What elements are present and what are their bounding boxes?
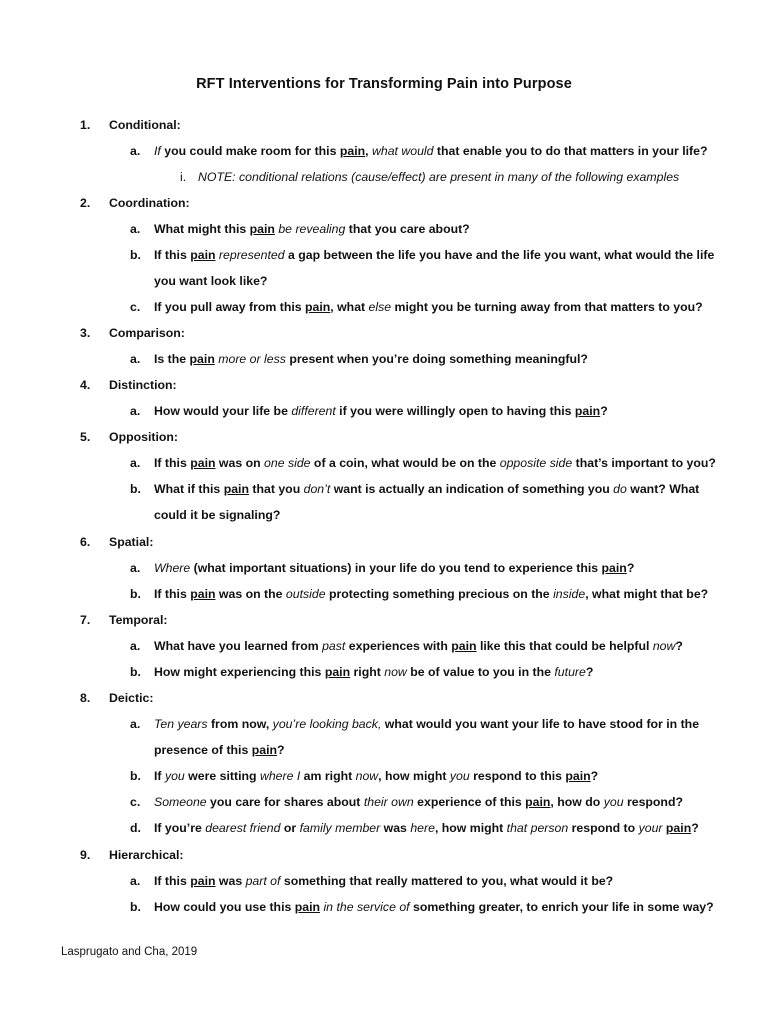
question-text: respond? [623, 795, 683, 809]
section-heading [80, 430, 178, 444]
question-item [130, 665, 593, 679]
emphasis-text: past [322, 639, 346, 653]
emphasis-text: Someone [154, 795, 207, 809]
emphasis-text: one side [264, 456, 311, 470]
emphasis-text: you [449, 769, 470, 783]
section-heading [80, 196, 190, 210]
question-text: was on [215, 456, 265, 470]
section-number: 3. [80, 326, 91, 340]
question-text: was [380, 821, 411, 835]
keyword-pain: pain [339, 144, 366, 158]
emphasis-text: don’t [303, 482, 331, 496]
question-text: that’s important to you? [572, 456, 716, 470]
question-text: that you care about? [345, 222, 470, 236]
section-number: 4. [80, 378, 91, 392]
question-text: what would you want your life to have stood for in the [381, 717, 700, 731]
section-heading [80, 378, 177, 392]
item-label: b. [130, 482, 141, 496]
question-text: want is actually an indication of something you [330, 482, 614, 496]
question-text: , what might that be? [585, 587, 709, 601]
section-name: Spatial: [109, 535, 154, 549]
question-text: How could you use this [154, 900, 295, 914]
emphasis-text: you’re looking back, [272, 717, 382, 731]
item-label: a. [130, 639, 141, 653]
item-label: a. [130, 144, 141, 158]
question-text: might you be turning away from that matters to you? [391, 300, 703, 314]
question-text: from now, [207, 717, 273, 731]
emphasis-text: future [554, 665, 586, 679]
emphasis-text: now [652, 639, 676, 653]
emphasis-text: that person [506, 821, 569, 835]
section-name: Deictic: [109, 691, 154, 705]
footer-citation: Lasprugato and Cha, 2019 [61, 946, 198, 958]
question-text: was [215, 874, 246, 888]
note-text: NOTE: conditional relations (cause/effect) are present in many of the following examples [198, 170, 680, 184]
question-text: If you pull away from this [154, 300, 305, 314]
section-heading [80, 535, 153, 549]
emphasis-text: be revealing [278, 222, 346, 236]
section-number: 7. [80, 613, 91, 627]
question-text: protecting something precious on the [325, 587, 554, 601]
item-label: b. [130, 900, 141, 914]
question-text: respond to this [469, 769, 566, 783]
question-text: ? [691, 821, 699, 835]
section-number: 1. [80, 118, 91, 132]
question-item [130, 900, 714, 914]
question-item [130, 456, 716, 470]
question-text: ? [626, 561, 635, 575]
question-text: of a coin, what would be on the [310, 456, 500, 470]
note-item [180, 170, 679, 184]
question-text: ? [590, 769, 599, 783]
question-text: or [280, 821, 300, 835]
question-text: ? [585, 665, 594, 679]
section-heading [80, 848, 184, 862]
question-item [130, 300, 703, 314]
keyword-pain: pain [251, 743, 278, 757]
question-item-continued [154, 508, 280, 522]
question-item-continued [154, 743, 285, 757]
question-text: What if this [154, 482, 224, 496]
question-item-continued [154, 274, 267, 288]
emphasis-text: family member [299, 821, 381, 835]
keyword-pain: pain [190, 456, 216, 470]
question-text: am right [300, 769, 356, 783]
emphasis-text: what would [371, 144, 434, 158]
question-item [130, 561, 634, 575]
question-item [130, 874, 613, 888]
keyword-pain: pain [565, 769, 591, 783]
keyword-pain: pain [525, 795, 551, 809]
question-text: you care for shares about [206, 795, 364, 809]
item-label: c. [130, 795, 141, 809]
section-heading [80, 613, 168, 627]
emphasis-text: inside [553, 587, 586, 601]
emphasis-text: where I [259, 769, 301, 783]
question-text: , [365, 144, 372, 158]
item-label: d. [130, 821, 141, 835]
section-name: Comparison: [109, 326, 185, 340]
section-number: 5. [80, 430, 91, 444]
item-label: a. [130, 222, 141, 236]
question-text: if you were willingly open to having this [335, 404, 575, 418]
keyword-pain: pain [249, 222, 275, 236]
emphasis-text: different [291, 404, 336, 418]
question-text: , what [330, 300, 369, 314]
emphasis-text: else [368, 300, 392, 314]
question-text: How would your life be [154, 404, 292, 418]
question-item [130, 769, 598, 783]
item-label: b. [130, 769, 141, 783]
question-text: were sitting [184, 769, 260, 783]
keyword-pain: pain [190, 874, 216, 888]
emphasis-text: you [164, 769, 185, 783]
keyword-pain: pain [451, 639, 477, 653]
question-item [130, 795, 683, 809]
question-text: respond to [568, 821, 639, 835]
question-item [130, 821, 699, 835]
item-label: a. [130, 352, 141, 366]
keyword-pain: pain [190, 587, 216, 601]
item-label: a. [130, 404, 141, 418]
keyword-pain: pain [190, 248, 216, 262]
question-text: could it be signaling? [154, 508, 281, 522]
question-text: you could make room for this [160, 144, 340, 158]
question-text: right [350, 665, 385, 679]
question-text: that you [248, 482, 304, 496]
question-item [130, 248, 714, 262]
question-text: If this [154, 587, 191, 601]
question-item [130, 639, 683, 653]
keyword-pain: pain [294, 900, 321, 914]
keyword-pain: pain [665, 821, 692, 835]
section-heading [80, 326, 185, 340]
emphasis-text: you [603, 795, 624, 809]
question-text: be of value to you in the [406, 665, 555, 679]
question-text: How might experiencing this [154, 665, 325, 679]
emphasis-text: Where [154, 561, 191, 575]
question-text: If this [154, 456, 191, 470]
section-number: 9. [80, 848, 91, 862]
question-text: If [154, 769, 165, 783]
question-text: presence of this [154, 743, 252, 757]
keyword-pain: pain [189, 352, 215, 366]
note-label: i. [180, 170, 187, 184]
question-text: Is the [154, 352, 190, 366]
question-text: ? [600, 404, 608, 418]
emphasis-text: now [384, 665, 407, 679]
emphasis-text: here [410, 821, 435, 835]
emphasis-text: represented [218, 248, 285, 262]
item-label: c. [130, 300, 141, 314]
item-label: b. [130, 587, 141, 601]
question-item [130, 144, 708, 158]
emphasis-text: their own [363, 795, 414, 809]
section-name: Distinction: [109, 378, 177, 392]
section-name: Opposition: [109, 430, 178, 444]
section-heading [80, 691, 153, 705]
keyword-pain: pain [601, 561, 627, 575]
question-text: that enable you to do that matters in your life? [433, 144, 708, 158]
question-text: experience of this [413, 795, 526, 809]
keyword-pain: pain [223, 482, 249, 496]
emphasis-text: dearest friend [205, 821, 281, 835]
section-number: 6. [80, 535, 91, 549]
item-label: a. [130, 456, 141, 470]
question-text: want? What [626, 482, 700, 496]
question-text: ? [277, 743, 285, 757]
emphasis-text: do [613, 482, 627, 496]
section-name: Hierarchical: [109, 848, 184, 862]
question-text: , how might [378, 769, 450, 783]
question-item [130, 587, 708, 601]
question-text: like this that could be helpful [476, 639, 653, 653]
question-text: something that really mattered to you, what would it be? [280, 874, 614, 888]
question-text: present when you’re doing something meaningful? [285, 352, 588, 366]
question-text: you want look like? [154, 274, 268, 288]
section-name: Conditional: [109, 118, 181, 132]
question-item [130, 717, 699, 731]
question-text: If this [154, 248, 191, 262]
question-text: , how might [434, 821, 507, 835]
emphasis-text: more or less [218, 352, 286, 366]
question-text: (what important situations) in your life do you tend to experience this [190, 561, 602, 575]
question-text: What have you learned from [154, 639, 323, 653]
emphasis-text: outside [285, 587, 326, 601]
document-title: RFT Interventions for Transforming Pain into Purpose [196, 76, 572, 92]
section-name: Temporal: [109, 613, 168, 627]
question-item [130, 404, 608, 418]
keyword-pain: pain [324, 665, 351, 679]
emphasis-text: If [154, 144, 161, 158]
section-name: Coordination: [109, 196, 190, 210]
emphasis-text: opposite side [499, 456, 573, 470]
emphasis-text: Ten years [154, 717, 208, 731]
question-item [130, 222, 470, 236]
question-text: ? [675, 639, 683, 653]
question-item [130, 482, 699, 496]
section-heading [80, 118, 181, 132]
item-label: a. [130, 561, 141, 575]
emphasis-text: now [355, 769, 379, 783]
question-text: What might this [154, 222, 250, 236]
emphasis-text: in the service of [323, 900, 410, 914]
question-text: If this [154, 874, 191, 888]
question-text: experiences with [345, 639, 452, 653]
item-label: a. [130, 874, 141, 888]
question-text: If you’re [154, 821, 206, 835]
item-label: b. [130, 665, 141, 679]
keyword-pain: pain [574, 404, 601, 418]
section-number: 2. [80, 196, 91, 210]
emphasis-text: part of [245, 874, 281, 888]
question-text: was on the [215, 587, 286, 601]
emphasis-text: your [638, 821, 663, 835]
section-number: 8. [80, 691, 91, 705]
question-text: something greater, to enrich your life in some way? [409, 900, 714, 914]
item-label: b. [130, 248, 141, 262]
keyword-pain: pain [305, 300, 331, 314]
question-text: a gap between the life you have and the life you want, what would the life [284, 248, 715, 262]
item-label: a. [130, 717, 141, 731]
question-item [130, 352, 588, 366]
question-text: , how do [550, 795, 604, 809]
